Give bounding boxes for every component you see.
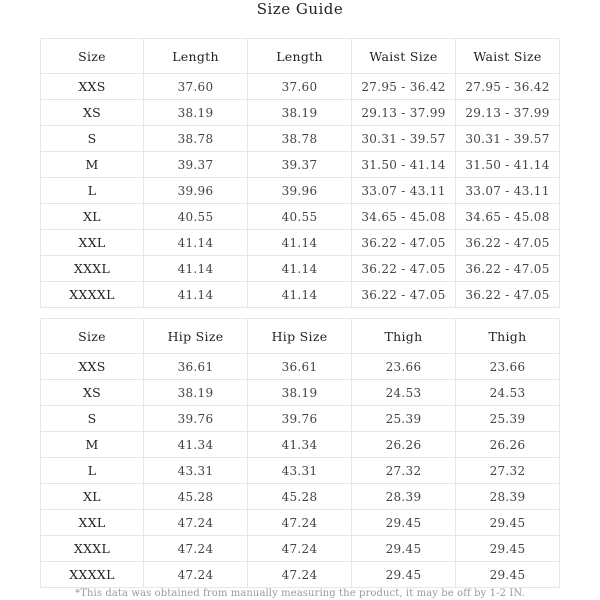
measurement-cell: 36.22 - 47.05: [352, 282, 456, 308]
measurement-cell: 41.34: [144, 432, 248, 458]
measurement-cell: 41.14: [144, 282, 248, 308]
measurement-cell: 39.76: [144, 406, 248, 432]
measurement-cell: 31.50 - 41.14: [352, 152, 456, 178]
measurement-cell: 40.55: [248, 204, 352, 230]
size-cell: XXXL: [41, 256, 144, 282]
measurement-cell: 45.28: [248, 484, 352, 510]
column-header: Size: [41, 319, 144, 354]
table-row: [41, 256, 560, 282]
measurement-cell: 47.24: [144, 562, 248, 588]
page-title: Size Guide: [256, 0, 344, 18]
measurement-cell: 37.60: [144, 74, 248, 100]
size-cell: XXXXL: [41, 562, 144, 588]
measurement-cell: 24.53: [456, 380, 560, 406]
measurement-cell: 29.13 - 37.99: [456, 100, 560, 126]
measurement-cell: 29.45: [456, 536, 560, 562]
measurement-cell: 31.50 - 41.14: [456, 152, 560, 178]
column-header: Thigh: [456, 319, 560, 354]
measurement-cell: 30.31 - 39.57: [456, 126, 560, 152]
measurement-cell: 41.14: [144, 230, 248, 256]
measurement-cell: 29.45: [352, 510, 456, 536]
column-header: Size: [41, 39, 144, 74]
size-cell: XS: [41, 380, 144, 406]
measurement-cell: 26.26: [352, 432, 456, 458]
measurement-cell: 38.78: [248, 126, 352, 152]
measurement-cell: 29.45: [456, 510, 560, 536]
size-cell: XXXL: [41, 536, 144, 562]
size-cell: M: [41, 432, 144, 458]
table-row: [41, 282, 560, 308]
measurement-cell: 36.22 - 47.05: [456, 282, 560, 308]
table-row: [41, 380, 560, 406]
measurement-cell: 25.39: [352, 406, 456, 432]
measurement-cell: 47.24: [248, 510, 352, 536]
measurement-cell: 33.07 - 43.11: [352, 178, 456, 204]
measurement-cell: 47.24: [248, 562, 352, 588]
size-cell: XS: [41, 100, 144, 126]
measurement-cell: 47.24: [144, 510, 248, 536]
table-header-row: [41, 39, 560, 74]
column-header: Hip Size: [144, 319, 248, 354]
column-header: Hip Size: [248, 319, 352, 354]
table-row: [41, 536, 560, 562]
measurement-cell: 29.45: [352, 536, 456, 562]
measurement-cell: 34.65 - 45.08: [352, 204, 456, 230]
measurement-cell: 33.07 - 43.11: [456, 178, 560, 204]
measurement-cell: 29.45: [456, 562, 560, 588]
table-row: [41, 354, 560, 380]
measurement-note: *This data was obtained from manually measuring the product, it may be off by 1-2 IN.: [75, 588, 525, 599]
measurement-cell: 41.14: [248, 256, 352, 282]
measurement-cell: 28.39: [456, 484, 560, 510]
measurement-cell: 38.19: [248, 380, 352, 406]
measurement-cell: 36.22 - 47.05: [456, 256, 560, 282]
measurement-cell: 38.78: [144, 126, 248, 152]
measurement-cell: 36.61: [248, 354, 352, 380]
measurement-cell: 43.31: [248, 458, 352, 484]
table-row: [41, 230, 560, 256]
column-header: Length: [248, 39, 352, 74]
measurement-cell: 47.24: [248, 536, 352, 562]
measurement-cell: 29.13 - 37.99: [352, 100, 456, 126]
measurement-cell: 39.96: [248, 178, 352, 204]
size-cell: M: [41, 152, 144, 178]
table-row: [41, 126, 560, 152]
measurement-cell: 41.14: [248, 282, 352, 308]
measurement-cell: 34.65 - 45.08: [456, 204, 560, 230]
measurement-cell: 29.45: [352, 562, 456, 588]
measurement-cell: 25.39: [456, 406, 560, 432]
size-cell: XXS: [41, 354, 144, 380]
measurement-cell: 39.37: [248, 152, 352, 178]
measurement-cell: 27.95 - 36.42: [352, 74, 456, 100]
table-row: [41, 458, 560, 484]
measurement-cell: 43.31: [144, 458, 248, 484]
measurement-cell: 41.14: [144, 256, 248, 282]
table-row: [41, 178, 560, 204]
table-row: [41, 510, 560, 536]
table-row: [41, 406, 560, 432]
measurement-cell: 36.22 - 47.05: [456, 230, 560, 256]
measurement-cell: 45.28: [144, 484, 248, 510]
measurement-cell: 41.34: [248, 432, 352, 458]
measurement-cell: 23.66: [456, 354, 560, 380]
measurement-cell: 26.26: [456, 432, 560, 458]
size-cell: XXS: [41, 74, 144, 100]
measurement-cell: 24.53: [352, 380, 456, 406]
column-header: Waist Size: [352, 39, 456, 74]
table-row: [41, 204, 560, 230]
measurement-cell: 36.61: [144, 354, 248, 380]
size-cell: L: [41, 458, 144, 484]
measurement-cell: 39.96: [144, 178, 248, 204]
measurement-cell: 38.19: [144, 380, 248, 406]
size-cell: S: [41, 126, 144, 152]
measurement-cell: 38.19: [248, 100, 352, 126]
size-cell: S: [41, 406, 144, 432]
measurement-cell: 27.95 - 36.42: [456, 74, 560, 100]
size-cell: XXXXL: [41, 282, 144, 308]
table-row: [41, 562, 560, 588]
table-row: [41, 74, 560, 100]
table-row: [41, 100, 560, 126]
measurement-cell: 38.19: [144, 100, 248, 126]
column-header: Length: [144, 39, 248, 74]
measurement-cell: 39.37: [144, 152, 248, 178]
size-table-length-waist: [40, 38, 560, 308]
measurement-cell: 39.76: [248, 406, 352, 432]
measurement-cell: 30.31 - 39.57: [352, 126, 456, 152]
measurement-cell: 23.66: [352, 354, 456, 380]
measurement-cell: 36.22 - 47.05: [352, 256, 456, 282]
size-cell: XL: [41, 204, 144, 230]
measurement-cell: 36.22 - 47.05: [352, 230, 456, 256]
measurement-cell: 37.60: [248, 74, 352, 100]
measurement-cell: 27.32: [456, 458, 560, 484]
measurement-cell: 27.32: [352, 458, 456, 484]
size-cell: L: [41, 178, 144, 204]
column-header: Waist Size: [456, 39, 560, 74]
size-table-hip-thigh: [40, 318, 560, 588]
size-cell: XL: [41, 484, 144, 510]
column-header: Thigh: [352, 319, 456, 354]
measurement-cell: 47.24: [144, 536, 248, 562]
table-row: [41, 432, 560, 458]
measurement-cell: 28.39: [352, 484, 456, 510]
measurement-cell: 40.55: [144, 204, 248, 230]
table-row: [41, 484, 560, 510]
table-header-row: [41, 319, 560, 354]
size-cell: XXL: [41, 510, 144, 536]
table-row: [41, 152, 560, 178]
measurement-cell: 41.14: [248, 230, 352, 256]
size-cell: XXL: [41, 230, 144, 256]
